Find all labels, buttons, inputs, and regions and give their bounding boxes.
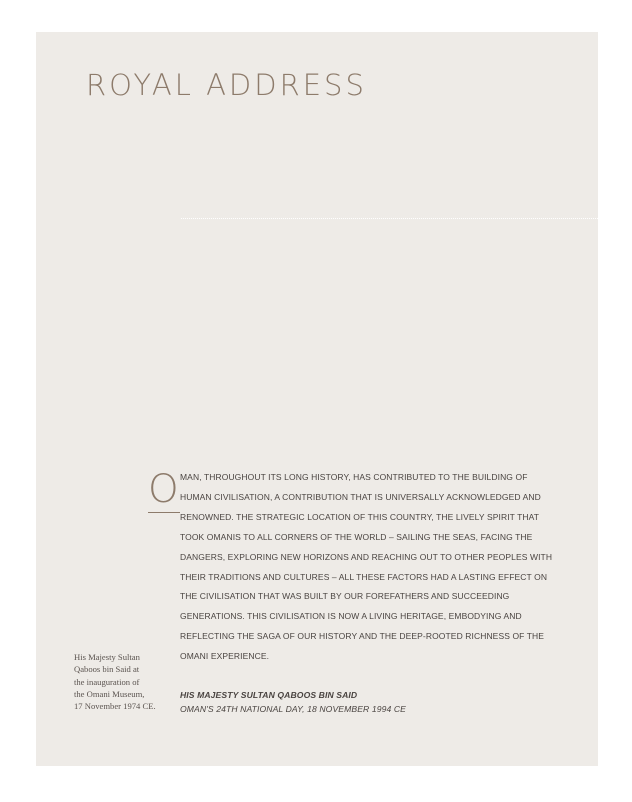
- dotted-divider: [181, 218, 598, 219]
- page-title: ROYAL ADDRESS: [86, 68, 367, 102]
- caption-line: His Majesty Sultan: [74, 652, 140, 662]
- attribution-name: HIS MAJESTY SULTAN QABOOS BIN SAID: [180, 690, 358, 700]
- drop-cap-letter: O: [148, 467, 179, 512]
- caption-line: the Omani Museum,: [74, 688, 145, 699]
- attribution: [180, 688, 406, 716]
- attribution-occasion: OMAN'S 24TH NATIONAL DAY, 18 NOVEMBER 1994 CE: [180, 704, 406, 714]
- caption-line: 17 November 1974 CE.: [74, 701, 156, 712]
- caption-line: the inauguration of: [74, 676, 140, 687]
- caption-line: Qaboos bin Said at: [74, 664, 140, 675]
- drop-cap-underline: [148, 512, 180, 513]
- document-page: [36, 32, 598, 766]
- photo-caption: [74, 651, 154, 712]
- royal-address-text: MAN, THROUGHOUT ITS LONG HISTORY, HAS CONTRIBUTED TO THE BUILDING OF HUMAN CIVILISATION, A CONTRIBUTION THAT IS UNIVERSALLY ACKNOWLEDGED AND RENOWNED. THE STRATEGIC LOCATION OF THIS COUNTRY, THE LIVELY SPIRIT THAT TOOK OMANIS TO ALL CORNERS OF THE WORLD – SAILING THE SEAS, FACING THE DANGERS, EXPLORING NEW HORIZONS AND REACHING OUT TO OTHER PEOPLES WITH THEIR TRADITIONS AND CULTURES – ALL THESE FACTORS HAD A LASTING EFFECT ON THE CIVILISATION THAT WAS BUILT BY OUR FOREFATHERS AND SUCCEEDING GENERATIONS. THIS CIVILISATION IS NOW A LIVING HERITAGE, EMBODYING AND REFLECTING THE SAGA OF OUR HISTORY AND THE DEEP-ROOTED RICHNESS OF THE OMANI EXPERIENCE.: [180, 472, 553, 662]
